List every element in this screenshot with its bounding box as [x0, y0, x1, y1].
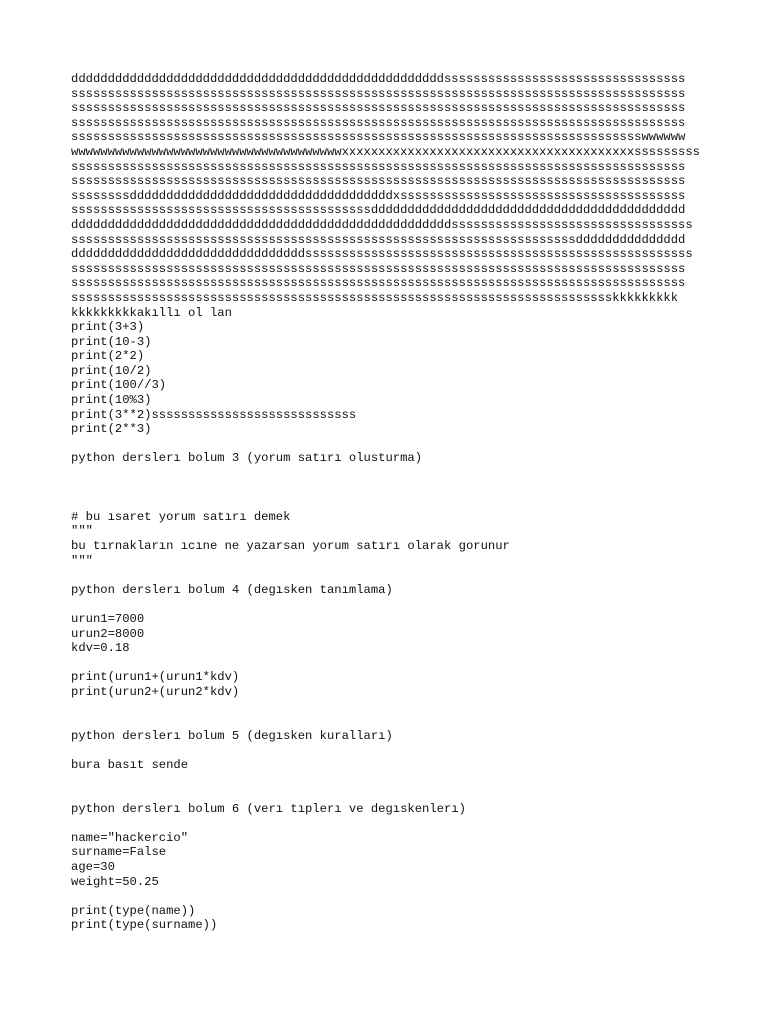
comment-line: # bu ısaret yorum satırı demek — [71, 509, 291, 524]
text-line: sssssssssssssssssssssssssssssssssssssssssssssssssssssssssssssssssssssssssskkkkkkkkk — [71, 290, 679, 305]
code-line: print(type(name)) — [71, 903, 196, 918]
text-line: sssssssssssssssssssssssssssssssssssssssssssssssssssssssssssssssssssssssssssssswwwwww — [71, 130, 686, 145]
document-page — [71, 72, 711, 933]
blank-line — [71, 466, 711, 481]
text-line: ssssssssssssssssssssssssssssssssssssssssssssssssssssssssssssssssssssssssssssssssssss — [71, 159, 686, 174]
blank-line — [71, 437, 711, 452]
code-line: surname=False — [71, 845, 167, 860]
blank-line — [71, 773, 711, 788]
text-line: ssssssssssssssssssssssssssssssssssssssssssssssssssssssssssssssssssssssssssssssssssss — [71, 101, 686, 116]
code-line: name="hackercio" — [71, 830, 189, 845]
code-line: print(urun1+(urun1*kdv) — [71, 670, 240, 685]
comment-line: """ — [71, 553, 93, 568]
text-line: ssssssssssssssssssssssssssssssssssssssssssssssssssssssssssssssssssssssssssssssssssss — [71, 174, 686, 189]
code-line: print(urun2+(urun2*kdv) — [71, 684, 240, 699]
comment-line: bu tırnakların ıcıne ne yazarsan yorum satırı olarak gorunur — [71, 539, 510, 553]
code-line: kdv=0.18 — [71, 641, 130, 656]
code-line: age=30 — [71, 860, 115, 875]
code-line: print(type(surname)) — [71, 918, 218, 933]
blank-line — [71, 714, 711, 729]
text-line: ddddddddddddddddddddddddddddddddsssssssssssssssssssssssssssssssssssssssssssssssssssss — [71, 247, 693, 262]
code-line: print(3**2)ssssssssssssssssssssssssssss — [71, 407, 357, 422]
text-line: ssssssssssssssssssssssssssssssssssssssssssssssssssssssssssssssssssssssssssssssssssss — [71, 115, 686, 130]
blank-line — [71, 656, 711, 671]
text-line: wwwwwwwwwwwwwwwwwwwwwwwwwwwwwwwwwwwwwxxxxxxxxxxxxxxxxxxxxxxxxxxxxxxxxxxxxxxxxsssssssss — [71, 144, 700, 159]
comment-line: """ — [71, 524, 93, 539]
code-line: urun1=7000 — [71, 611, 145, 626]
section-heading: python derslerı bolum 4 (degısken tanımlama) — [71, 582, 393, 597]
text-line: ssssssssssssssssssssssssssssssssssssssssssssssssssssssssssssssssssssssssssssssssssss — [71, 276, 686, 291]
blank-line — [71, 816, 711, 831]
section-heading: python derslerı bolum 5 (degısken kuralları) — [71, 728, 393, 743]
blank-line — [71, 568, 711, 583]
code-line: print(10/2) — [71, 363, 152, 378]
blank-line — [71, 597, 711, 612]
code-line: print(10-3) — [71, 334, 152, 349]
text-line: dddddddddddddddddddddddddddddddddddddddddddddddddddsssssssssssssssssssssssssssssssss — [71, 72, 686, 86]
text-line: ssssssssssssssssssssssssssssssssssssssssssssssssssssssssssssssssssssssssssssssssssss — [71, 86, 686, 101]
text-line: sssssssssssssssssssssssssssssssssssssssssddddddddddddddddddddddddddddddddddddddddddd — [71, 203, 686, 218]
text-line: ssssssssssssssssssssssssssssssssssssssssssssssssssssssssssssssssssssssssssssssssssss — [71, 261, 686, 276]
code-line: print(2**3) — [71, 422, 152, 437]
blank-line — [71, 481, 711, 496]
text-line: bura basıt sende — [71, 757, 189, 772]
text-line: sssssssssssssssssssssssssssssssssssssssssssssssssssssssssssssssssssssddddddddddddddd — [71, 232, 686, 247]
blank-line — [71, 495, 711, 510]
code-line: urun2=8000 — [71, 626, 145, 641]
code-line: print(100//3) — [71, 378, 167, 393]
blank-line — [71, 787, 711, 802]
text-line: ddddddddddddddddddddddddddddddddddddddddddddddddddddsssssssssssssssssssssssssssssssss — [71, 217, 693, 232]
code-line: print(3+3) — [71, 320, 145, 335]
code-line: print(10%3) — [71, 393, 152, 408]
blank-line — [71, 889, 711, 904]
code-line: weight=50.25 — [71, 874, 159, 889]
blank-line — [71, 743, 711, 758]
code-line: print(2*2) — [71, 349, 145, 364]
blank-line — [71, 700, 711, 715]
section-heading: python derslerı bolum 3 (yorum satırı olusturma) — [71, 451, 423, 466]
section-heading: python derslerı bolum 6 (verı tıplerı ve degıskenlerı) — [71, 801, 466, 816]
text-line: kkkkkkkkkakıllı ol lan — [71, 305, 232, 320]
text-line: ssssssssddddddddddddddddddddddddddddddddddddxsssssssssssssssssssssssssssssssssssssss — [71, 188, 686, 203]
